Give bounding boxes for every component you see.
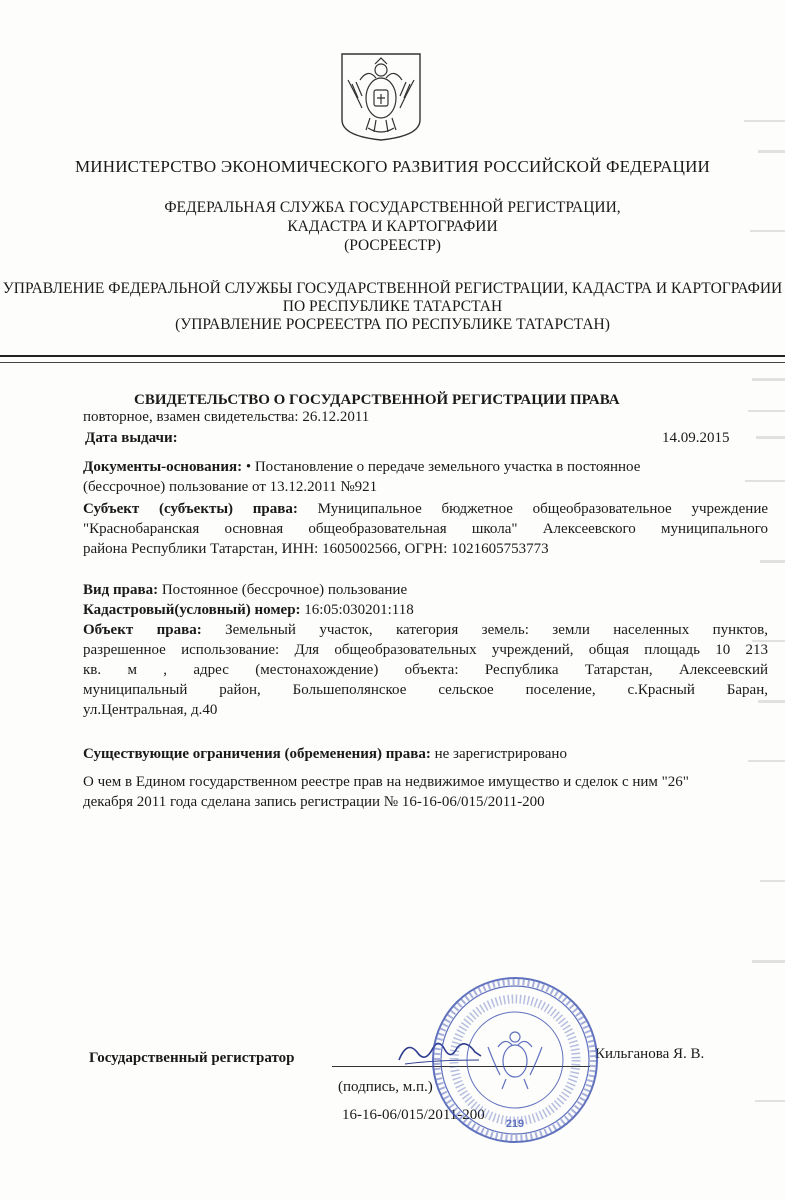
certificate-title: СВИДЕТЕЛЬСТВО О ГОСУДАРСТВЕННОЙ РЕГИСТРАЦИИ ПРАВА (134, 392, 620, 408)
object-label: Объект права: (83, 622, 202, 638)
office-title-line1: УПРАВЛЕНИЕ ФЕДЕРАЛЬНОЙ СЛУЖБЫ ГОСУДАРСТВЕННОЙ РЕГИСТРАЦИИ, КАДАСТРА И КАРТОГРАФИИ (2, 280, 783, 297)
scan-artifact (760, 560, 785, 563)
object-line2: разрешенное использование: Для общеобразовательных учреждений, общая площадь 10 213 (83, 642, 768, 658)
seal-number: 219 (505, 1118, 525, 1130)
repeat-note: повторное, взамен свидетельства: 26.12.2011 (83, 409, 370, 425)
object-line1: Земельный участок, категория земель: земли населенных пунктов, (225, 622, 768, 638)
scan-artifact (758, 700, 785, 703)
scan-artifact (760, 880, 785, 882)
service-title-line3: (РОСРЕЕСТР) (344, 237, 441, 254)
scan-artifact (752, 378, 785, 381)
scan-artifact (756, 436, 785, 439)
restrictions-row (83, 744, 567, 764)
scan-artifact (748, 410, 785, 412)
right-type-row (83, 580, 407, 600)
object-line5: ул.Центральная, д.40 (83, 702, 218, 718)
registrar-name: Кильганова Я. В. (595, 1046, 705, 1062)
service-title-line2: КАДАСТРА И КАРТОГРАФИИ (287, 218, 498, 235)
scan-artifact (748, 760, 785, 762)
docs-line2: (бессрочное) пользование от 13.12.2011 №921 (83, 479, 378, 495)
object-line3: кв. м , адрес (местонахождение) объекта: Республика Татарстан, Алексеевский (83, 662, 768, 678)
issue-date-value: 14.09.2015 (662, 430, 730, 446)
record-line1: О чем в Едином государственном реестре прав на недвижимое имущество и сделок с ним "26" (83, 774, 689, 790)
scan-artifact (758, 150, 785, 153)
header-divider-thin (0, 362, 785, 363)
right-type-label: Вид права: (83, 582, 159, 598)
object-line4: муниципальный район, Большеполянское сельское поселение, с.Красный Баран, (83, 682, 768, 698)
scan-artifact (750, 230, 785, 232)
scan-artifact (744, 120, 785, 122)
official-seal (430, 975, 600, 1145)
record-line2: декабря 2011 года сделана запись регистрации № 16-16-06/015/2011-200 (83, 794, 545, 810)
subject-label: Субъект (субъекты) права: (83, 501, 298, 517)
docs-label: Документы-основания: (83, 459, 243, 475)
subject-line1: Муниципальное бюджетное общеобразовательное учреждение (317, 501, 769, 517)
scan-artifact (752, 640, 785, 642)
registrar-label: Государственный регистратор (89, 1050, 295, 1066)
subject-line2: "Краснобаранская основная общеобразовательная школа" Алексеевского муниципального (83, 521, 768, 537)
subject-block (83, 499, 768, 559)
issue-date-label: Дата выдачи: (85, 430, 178, 446)
restrictions-label: Существующие ограничения (обременения) права: (83, 746, 431, 762)
office-title-line2: ПО РЕСПУБЛИКЕ ТАТАРСТАН (282, 298, 503, 315)
scan-artifact (745, 480, 785, 482)
office-title-line3: (УПРАВЛЕНИЕ РОСРЕЕСТРА ПО РЕСПУБЛИКЕ ТАТАРСТАН) (175, 316, 610, 333)
subject-line3: района Республики Татарстан, ИНН: 1605002566, ОГРН: 1021605753773 (83, 541, 549, 557)
header-divider-thick (0, 355, 785, 357)
scan-artifact (752, 960, 785, 963)
service-title-line1: ФЕДЕРАЛЬНАЯ СЛУЖБА ГОСУДАРСТВЕННОЙ РЕГИСТРАЦИИ, (164, 199, 621, 216)
cadastral-row (83, 600, 414, 620)
object-block (83, 620, 768, 720)
docs-block (83, 457, 768, 497)
signature-caption: (подпись, м.п.) (338, 1079, 433, 1095)
coat-of-arms-emblem (338, 50, 424, 142)
scan-artifact (755, 1100, 785, 1102)
record-block (83, 772, 768, 812)
record-number: 16-16-06/015/2011-200 (342, 1107, 485, 1123)
cadastral-value: 16:05:030201:118 (304, 602, 414, 618)
cadastral-label: Кадастровый(условный) номер: (83, 602, 301, 618)
ministry-title: МИНИСТЕРСТВО ЭКОНОМИЧЕСКОГО РАЗВИТИЯ РОССИЙСКОЙ ФЕДЕРАЦИИ (74, 157, 711, 176)
docs-line1: • Постановление о передаче земельного участка в постоянное (245, 459, 641, 475)
right-type-value: Постоянное (бессрочное) пользование (161, 582, 408, 598)
restrictions-value: не зарегистрировано (434, 746, 567, 762)
